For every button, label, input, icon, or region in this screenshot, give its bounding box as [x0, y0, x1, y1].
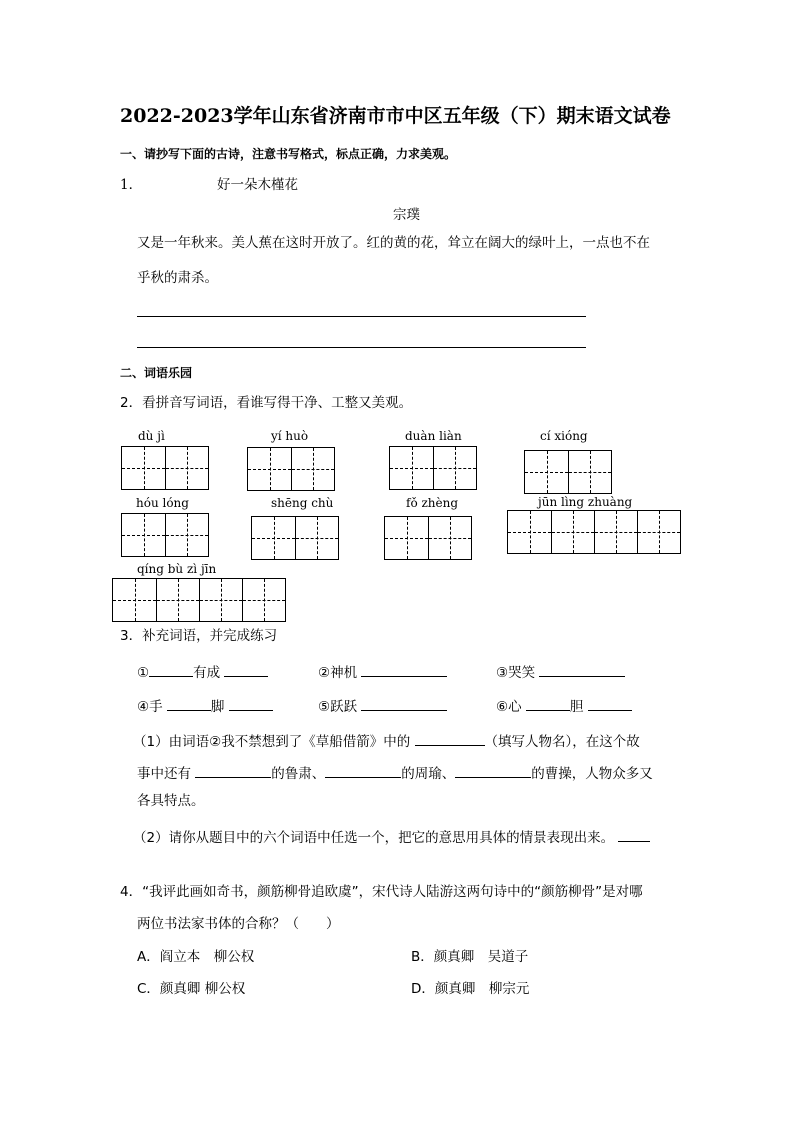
question-2: 2．看拼音写词语，看谁写得干净、工整又美观。 — [120, 395, 413, 411]
pinyin: dù jì — [138, 429, 165, 443]
question-3: 3．补充词语，并完成练习 — [120, 628, 278, 644]
writing-grid[interactable] — [247, 447, 335, 491]
writing-grid[interactable] — [112, 578, 286, 622]
section1-heading: 一、请抄写下面的古诗，注意书写格式，标点正确，力求美观。 — [120, 147, 457, 161]
answer-line[interactable] — [137, 347, 586, 348]
writing-grid[interactable] — [121, 446, 209, 490]
writing-grid[interactable] — [251, 516, 339, 560]
idiom-3: ③哭笑 — [496, 664, 625, 681]
pinyin: hóu lóng — [136, 496, 189, 510]
idiom-5: ⑤跃跃 — [318, 698, 447, 715]
question-number: 1． — [120, 177, 143, 193]
writing-grid[interactable] — [384, 516, 472, 560]
pinyin: qíng bù zì jīn — [137, 562, 217, 576]
pinyin: yí huò — [271, 429, 309, 443]
writing-grid[interactable] — [524, 450, 612, 494]
idiom-6: ⑥心 胆 — [496, 698, 632, 715]
writing-grid[interactable] — [389, 446, 477, 490]
subquestion-1-end: 各具特点。 — [137, 793, 205, 809]
pinyin: cí xióng — [540, 429, 588, 443]
section2-heading: 二、词语乐园 — [120, 366, 193, 380]
page-title: 2022-2023学年山东省济南市市中区五年级（下）期末语文试卷 — [120, 105, 671, 127]
option-c[interactable]: C．颜真卿 柳公权 — [137, 981, 246, 997]
pinyin: shēng chù — [271, 496, 334, 510]
idiom-1: ① 有成 — [137, 664, 268, 681]
idiom-2: ②神机 — [318, 664, 447, 681]
poem-title: 好一朵木槿花 — [217, 177, 298, 193]
idiom-4: ④手 脚 — [137, 698, 273, 715]
subquestion-1: （1）由词语②我不禁想到了《草船借箭》中的 （填写人物名），在这个故 — [133, 734, 640, 750]
passage-line: 又是一年秋来。美人蕉在这时开放了。红的黄的花，耸立在阔大的绿叶上，一点也不在 — [137, 235, 650, 251]
question-4-cont: 两位书法家书体的合称？（ ） — [137, 916, 340, 932]
writing-grid[interactable] — [507, 510, 681, 554]
pinyin: duàn liàn — [405, 429, 462, 443]
option-d[interactable]: D．颜真卿 柳宗元 — [411, 981, 530, 997]
pinyin: fǒ zhèng — [406, 496, 459, 510]
answer-line[interactable] — [137, 316, 586, 317]
option-b[interactable]: B．颜真卿 吴道子 — [411, 949, 529, 965]
writing-grid[interactable] — [121, 513, 209, 557]
author: 宗璞 — [393, 207, 420, 223]
question-4: 4．“我评此画如奇书，颜筋柳骨追欧虞”，宋代诗人陆游这两句诗中的“颜筋柳骨”是对哪 — [120, 884, 643, 900]
pinyin: jūn lìng zhuàng — [538, 495, 633, 509]
subquestion-1-cont: 事中还有 的鲁肃、 的周瑜、 的曹操，人物众多又 — [137, 766, 653, 782]
subquestion-2: （2）请你从题目中的六个词语中任选一个，把它的意思用具体的情景表现出来。 — [133, 829, 650, 846]
option-a[interactable]: A．阎立本 柳公权 — [137, 949, 255, 965]
passage-line: 乎秋的肃杀。 — [137, 270, 218, 286]
